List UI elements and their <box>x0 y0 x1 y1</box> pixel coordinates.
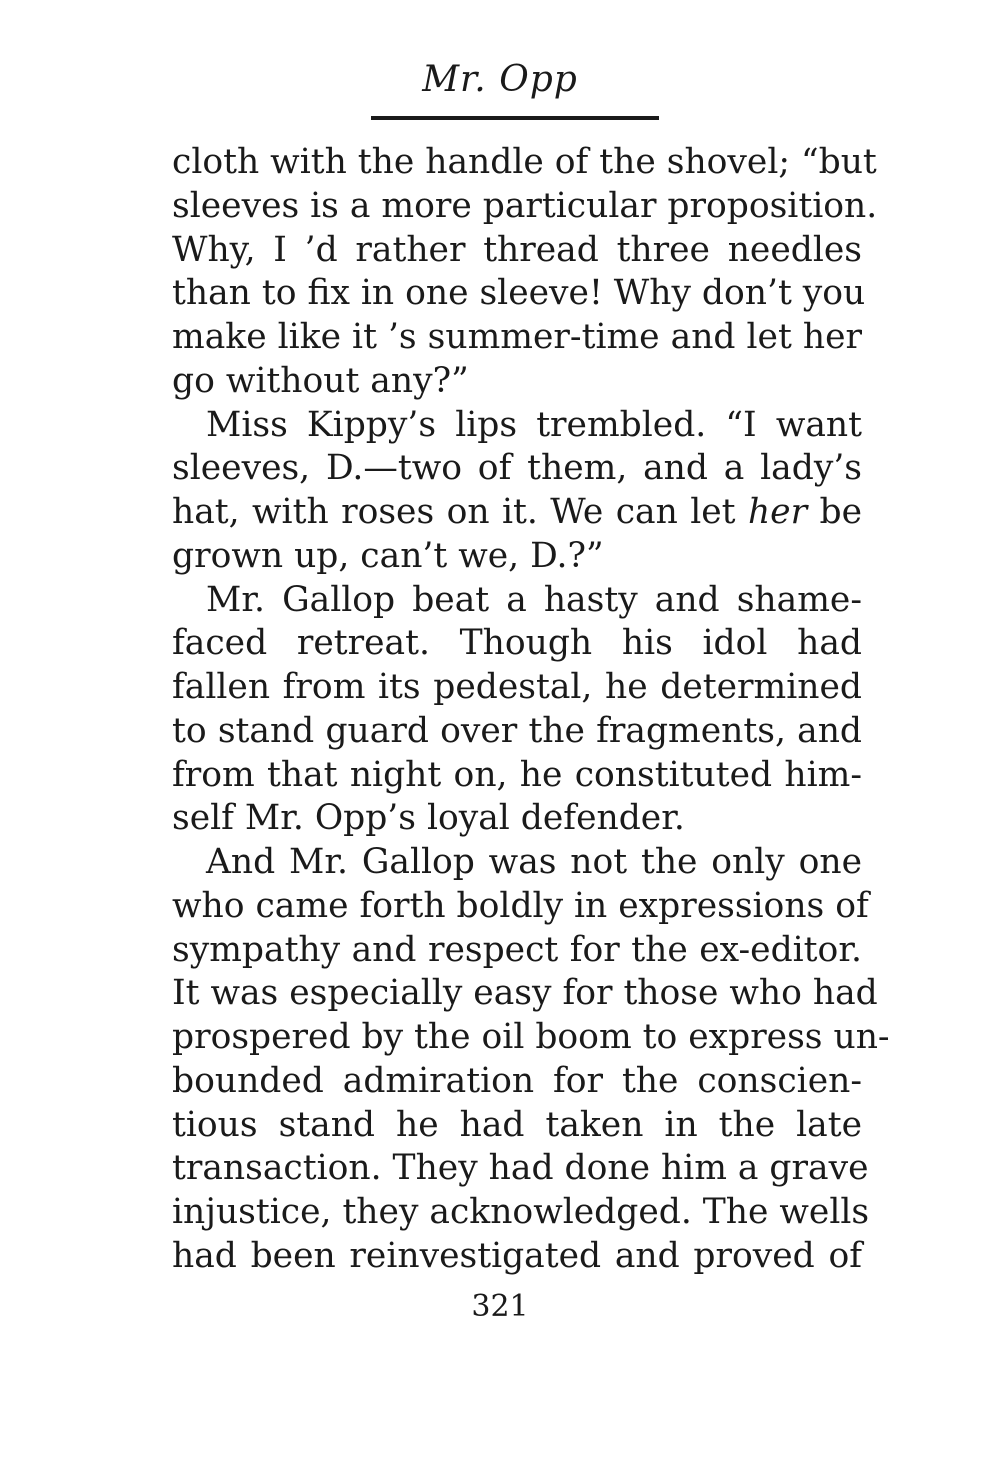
text-line: from that night on, he constituted him- <box>172 754 862 795</box>
text-line: bounded admiration for the conscien- <box>172 1060 862 1101</box>
text-line: Why, I ’d rather thread three needles <box>172 229 862 270</box>
body-text <box>172 141 890 1279</box>
line-segment: hat, with roses on it. We can let <box>172 492 736 532</box>
text-line: to stand guard over the fragments, and <box>172 710 862 751</box>
text-line: had been reinvestigated and proved of <box>172 1235 862 1276</box>
line-segment: be <box>819 492 862 532</box>
text-line: tious stand he had taken in the late <box>172 1104 862 1145</box>
text-line: injustice, they acknowledged. The wells <box>172 1192 870 1232</box>
text-line: transaction. They had done him a grave <box>172 1148 869 1189</box>
text-line-with-italic <box>172 491 862 535</box>
running-head: Mr. Opp <box>422 59 578 100</box>
text-line: sleeves, D.—two of them, and a lady’s <box>172 448 862 489</box>
text-line: fallen from its pedestal, he determined <box>172 667 862 707</box>
text-line: faced retreat. Though his idol had <box>172 623 862 664</box>
text-line: go without any?” <box>172 360 469 401</box>
italic-emphasis: her <box>747 492 808 532</box>
text-line: sleeves is a more particular proposition. <box>172 185 878 226</box>
text-line: sympathy and respect for the ex-editor. <box>172 929 862 970</box>
text-line: who came forth boldly in expressions of <box>172 885 869 926</box>
header-rule <box>371 116 659 120</box>
text-line: Miss Kippy’s lips trembled. “I want <box>206 404 862 445</box>
text-line: self Mr. Opp’s loyal defender. <box>172 798 685 839</box>
text-line: grown up, can’t we, D.?” <box>172 535 604 576</box>
text-line: And Mr. Gallop was not the only one <box>206 842 862 882</box>
text-line: cloth with the handle of the shovel; “but <box>172 142 877 182</box>
text-line: than to fix in one sleeve! Why don’t you <box>172 273 866 314</box>
text-line: It was especially easy for those who had <box>172 973 878 1014</box>
text-line: Mr. Gallop beat a hasty and shame- <box>206 579 862 620</box>
text-line: prospered by the oil boom to express un- <box>172 1017 890 1057</box>
page-number: 321 <box>471 1289 529 1324</box>
text-line: make like it ’s summer-time and let her <box>172 317 862 357</box>
